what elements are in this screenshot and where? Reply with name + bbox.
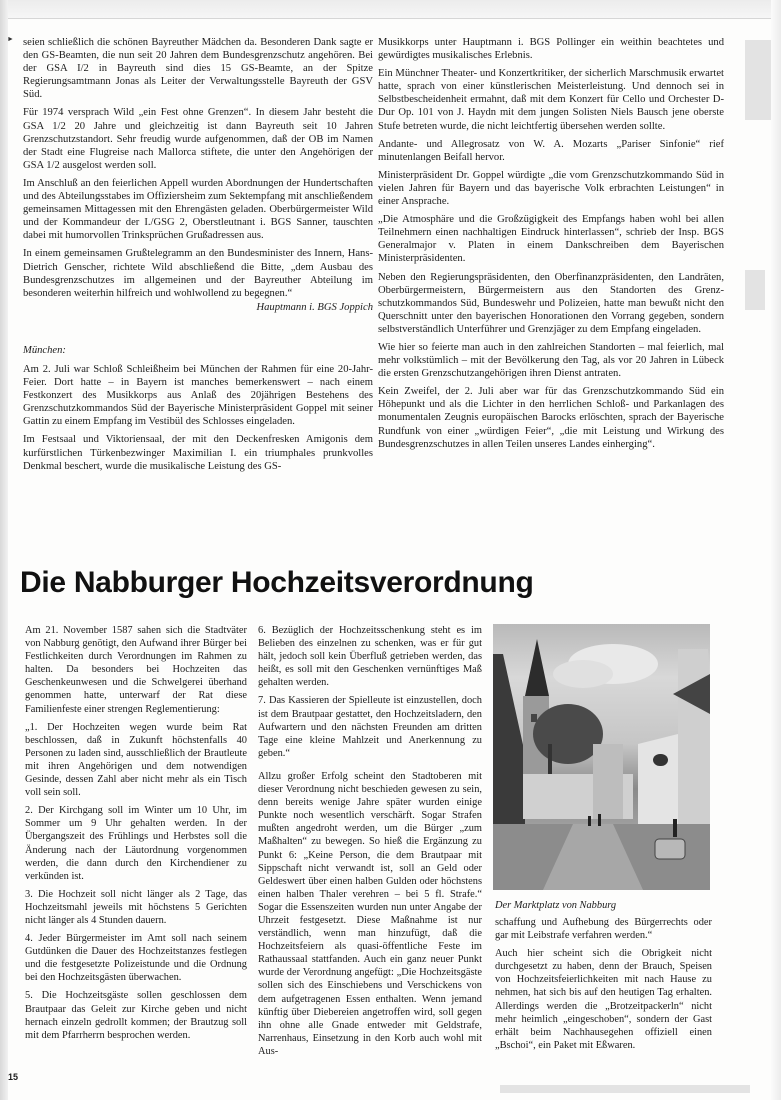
paragraph: 3. Die Hochzeit soll nicht länger als 2 Tage, das Hochzeitsmahl jeweils mit höchstens 5 Gerichten nicht länger als 4 Stunden dauern. (25, 888, 247, 926)
bottom-article-column-1 (25, 624, 247, 1047)
paragraph: „Die Atmosphäre und die Großzügigkeit des Empfangs haben wohl bei allen Teilnehmern einen nachhaltigen Eindruck hinterlassen“, schrieb der Insp. BGS Generalmajor v. Platen in einem Dankschreiben dem Bayerischen Ministerpräsidenten. (378, 214, 724, 265)
paragraph: schaffung und Aufhebung des Bürgerrechts oder gar mit Leibstrafe verfahren werden.“ (495, 917, 712, 942)
scan-top-edge (0, 0, 781, 19)
scan-noise (745, 270, 765, 310)
paragraph: 4. Jeder Bürgermeister im Amt soll nach seinem Gutdünken die Dauer des Hochzeitstanzes festlegen und die festgesetzte Polizeistunde und die Ordnung bei den Hochzeitsgästen überwachen. (25, 933, 247, 984)
bottom-article-column-3 (495, 916, 712, 1057)
paragraph: Im Festsaal und Viktoriensaal, der mit den Deckenfresken Amigonis dem kurfürstlichen Türkenbezwinger Maximilian I. ein triumphales prunkvolles Denkmal beschert, wurde die musikalische Leistung des GS- (23, 434, 373, 472)
top-article-left-column (23, 36, 373, 478)
paragraph: Musikkorps unter Hauptmann i. BGS Pollinger ein weithin beachtetes und gewürdigtes musikalisches Erlebnis. (378, 37, 724, 62)
scan-right-edge (771, 0, 781, 1100)
page-marker: ► (7, 35, 14, 43)
paragraph: Wie hier so feierte man auch in den zahlreichen Standorten – mal feierlich, mal mehr volkstümlich – mit der Bevölkerung den Tag, als vor 20 Jahren in Lübeck die ersten Grenzschutzangehörigen ihren Dienst antraten. (378, 341, 724, 380)
page-number: 15 (8, 1072, 19, 1082)
market-square-photo (493, 624, 710, 890)
article-headline: Die Nabburger Hochzeitsverordnung (20, 566, 534, 599)
scan-left-edge (0, 0, 8, 1100)
paragraph: In einem gemeinsamen Grußtelegramm an den Bundesminister des Innern, Hans-Dietrich Genscher, richtete Wild abschließend die Bitte, „dem Ausbau des Bundesgrenzschutzes im allgemeinen und der Bayreuther Abteilung im besonderen weiterhin hilfreich und wohlwollend zu begegnen.“ (23, 248, 373, 299)
paragraph: Allzu großer Erfolg scheint den Stadtoberen mit dieser Verordnung nicht beschieden gewesen zu sein, denn bereits wenige Jahre später wurden einige Punkte noch wesentlich verschärft. Sogar Strafen mußten angedroht werden, um die Bürger „zum Maßhalten“ zu bewegen. So hieß die Ergänzung zu Punkt 6: „Keine Person, die dem Brautpaar mit Sippschaft nicht verwandt ist, soll an Geld oder Geldeswert über einen halben Gulden oder höchstens einen halben Thaler verehren – bei 5 fl. Strafe.“ Sogar die Essenszeiten wurden nun unter Angabe der Uhrzeit festgesetzt. Diese Maßnahme ist nur verständlich, wenn man hinzufügt, daß die Hochzeitsfeiern als quasi-öffentliche Feste im Rathaussaal stattfanden. Auch ein ganz neuer Punkt wurde der Verordnung angefügt: „Die Hochzeitsgäste sollen sich des Einschiebens und Verschickens von dem aufgetragenen Essen enthalten. Wenn jemand künftig über Diebereien angetroffen wird, soll gegen ihn ohne alle Gnade entweder mit Geldstrafe, Narrenhaus, Einsetzung in den Korb auch wohl mit Aus- (258, 770, 482, 1057)
paragraph: Neben den Regierungspräsidenten, den Oberfinanzpräsidenten, den Landräten, Oberbürgermeistern, Bürgermeistern aus den Standorten des Grenzschutzkommandos Süd, Bundeswehr und Polizeien, hatte man bewußt nicht den Querschnitt unter den bayerischen Honorationen den Vorrang gegeben, sondern selbstverständlich Unterführer und Grenzjäger zu dem Empfang eingeladen. (378, 271, 724, 335)
paragraph: 7. Das Kassieren der Spielleute ist einzustellen, doch ist dem Brautpaar gestattet, den Hochzeitsladern, den Aufwartern und den nächsten Freunden am dritten Tage eine kleine Mahlzeit und Anerkennung zu geben.“ (258, 695, 482, 759)
paragraph: Für 1974 versprach Wild „ein Fest ohne Grenzen“. In diesem Jahr besteht die GSA 1/2 20 Jahre und gleichzeitig ist dann Bayreuth seit 10 Jahren Grenzschutzstandort. Sehr freudig wurde aufgenommen, daß der OB im Namen der Stadt eine Flugreise nach Mallorca stiftete, die unter den Angehörigen der GSA 1/2 ausgelost werden soll. (23, 107, 373, 171)
paragraph: Kein Zweifel, der 2. Juli aber war für das Grenzschutzkommando Süd ein Höhepunkt und als die Lichter in den herrlichen Schloß- und Parkanlagen des monumentalen Zeugnis europäischen Barocks erlöschten, sprach der Bayerische Rundfunk von einer „würdigen Feier“, „die mit Leistung und Wirkung des Bundesgrenzschutzes in allen Teilen unseres Landes einherging“. (378, 386, 724, 450)
place-heading: München: (23, 344, 66, 356)
paragraph: Am 21. November 1587 sahen sich die Stadtväter von Nabburg genötigt, den Aufwand ihrer Bürger bei Festlichkeiten durch Verordnungen im Rahmen zu halten. Da besonders bei Hochzeiten das Geschenkeunwesen und die Schwelgerei überhand genommen hatte, unterwarf der Rat diese Familienfeste einer strengen Reglementierung: (25, 625, 247, 715)
paragraph: Im Anschluß an den feierlichen Appell wurden Abordnungen der Hundertschaften und des Abteilungsstabes im Offiziersheim zum Sektempfang mit anschließendem gemeinsamen Mittagessen mit den Ehrengästen geladen. Oberbürgermeister Wild und der Kommandeur der I./GSG 2, Oberstleutnant i. BGS Sanner, tauschten dabei mit humorvollen Trinksprüchen Grußadressen aus. (23, 177, 373, 242)
bottom-article-column-2 (258, 624, 482, 1063)
paragraph: 2. Der Kirchgang soll im Winter um 10 Uhr, im Sommer um 9 Uhr gehalten werden. In der Übergangszeit des Frühlings und Herbstes soll die Änderung nach der Läutordnung vorgenommen werden, die dann durch den Kirchendiener zu verkünden ist. (25, 805, 247, 882)
paragraph: Andante- und Allegrosatz von W. A. Mozarts „Pariser Sinfonie“ rief minutenlangen Beifall hervor. (378, 138, 724, 163)
paragraph: „1. Der Hochzeiten wegen wurde beim Rat beschlossen, daß in Zukunft höchstenfalls 40 Personen zu laden sind, ausschließlich der Brautleute mit ihren Angehörigen und dem notwendigen Gesinde, dessen Zahl aber nicht mehr als ein Tisch voll sein soll. (25, 721, 247, 799)
author-signature: Hauptmann i. BGS Joppich (256, 301, 373, 313)
paragraph: seien schließlich die schönen Bayreuther Mädchen da. Besonderen Dank sagte er den GS-Beamten, die nun seit 20 Jahren dem Bundesgrenzschutz angehören. Bei der GSA I/2 in Bayreuth sind dies 15 GS-Beamte, an der Spitze Regierungsamtmann Jonas als Leiter der Verwaltungsstelle Bayreuth der GSV Süd. (23, 37, 373, 101)
paragraph: 5. Die Hochzeitsgäste sollen geschlossen dem Brautpaar das Geleit zur Kirche geben und nicht hernach einzeln gedrollt kommen; der Brautzug soll mit dem Pfarrherrn besprochen werden. (25, 990, 247, 1041)
paragraph: Am 2. Juli war Schloß Schleißheim bei München der Rahmen für eine 20-Jahr-Feier. Dort hatte – in Bayern ist manches bemerkenswert – nach einem Festkonzert des Musikkorps aus Anlaß des 20jährigen Bestehens des Grenzschutzkommandos Süd der Bayerische Ministerpräsident Goppel mit seiner Gattin zu einem Empfang im Vestibül des Schlosses eingeladen. (23, 363, 373, 428)
photo-caption: Der Marktplatz von Nabburg (495, 900, 617, 911)
paragraph: Auch hier scheint sich die Obrigkeit nicht durchgesetzt zu haben, denn der Brauch, Speisen von Hochzeitsfeierlichkeiten mit nach Hause zu nehmen, hat sich bis auf den heutigen Tag erhalten. Allerdings werden die „Brotzeitpackerln“ nicht mehr heimlich „eingeschoben“, sondern der Gast erhält beim Nachhausegehen offiziell einen „Bschoi“, ein Paket mit Eßwaren. (495, 948, 712, 1051)
photo-illustration (493, 624, 710, 890)
scan-noise (500, 1085, 750, 1093)
paragraph: 6. Bezüglich der Hochzeitsschenkung steht es im Belieben des einzelnen zu schenken, was er für gut hält, jedoch soll kein Überfluß getrieben werden, das heißt, es soll mit den Geschenken vernünftiges Maß gehalten werden. (258, 625, 482, 689)
scan-noise (745, 40, 771, 120)
paragraph: Ein Münchner Theater- und Konzertkritiker, der sicherlich Marschmusik erwartet hatte, sprach von einer künstlerischen Meisterleistung. Und dennoch sei in Selbstbescheidenheit ermahnt, daß mit dem Konzert für Cello und Orchester D-Dur Op. 101 von J. Haydn mit dem jungen Solisten Niels Bausch jene oberste Stufe betreten wurde, die nicht leichtfertig übersehen werden sollte. (378, 68, 724, 132)
top-article-right-column (378, 36, 724, 456)
paragraph: Ministerpräsident Dr. Goppel würdigte „die vom Grenzschutzkommando Süd in vielen Jahren für Bayern und das bayerische Volk erbrachten Leistungen“ in einer Ansprache. (378, 169, 724, 208)
